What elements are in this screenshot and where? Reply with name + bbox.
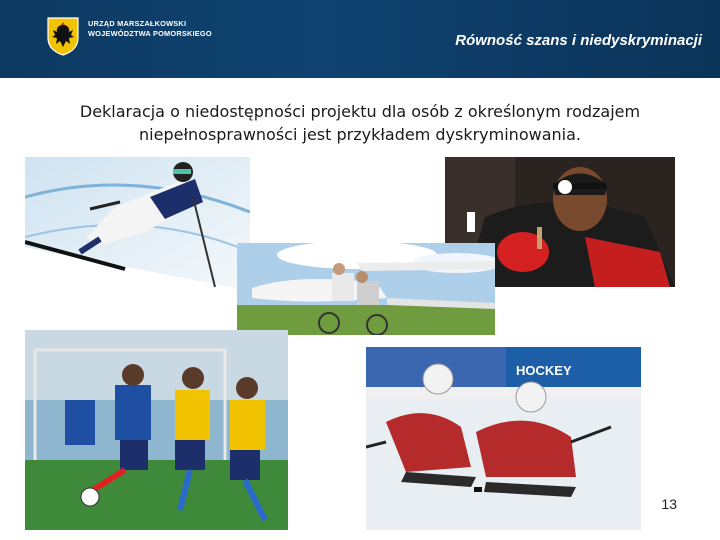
header-bar (0, 0, 720, 78)
slide-title: Równość szans i niedyskryminacji (455, 32, 702, 49)
lead-paragraph: Deklaracja o niedostępności projektu dla osób z określonym rodzajem niepełnosprawności jest przykładem dyskryminowania. (79, 102, 641, 144)
org-line-1: URZĄD MARSZAŁKOWSKI (88, 19, 187, 28)
photo-alpine-skier (25, 157, 250, 291)
hockey-banner-text: HOCKEY (516, 363, 572, 378)
coat-of-arms-logo (46, 16, 80, 56)
org-line-2: WOJEWÓDZTWA POMORSKIEGO (88, 29, 212, 38)
page-number: 13 (661, 496, 677, 512)
photo-gliders (237, 243, 495, 335)
organization-name (88, 19, 212, 39)
photo-blind-football (25, 330, 288, 530)
photo-sledge-hockey (366, 347, 641, 530)
